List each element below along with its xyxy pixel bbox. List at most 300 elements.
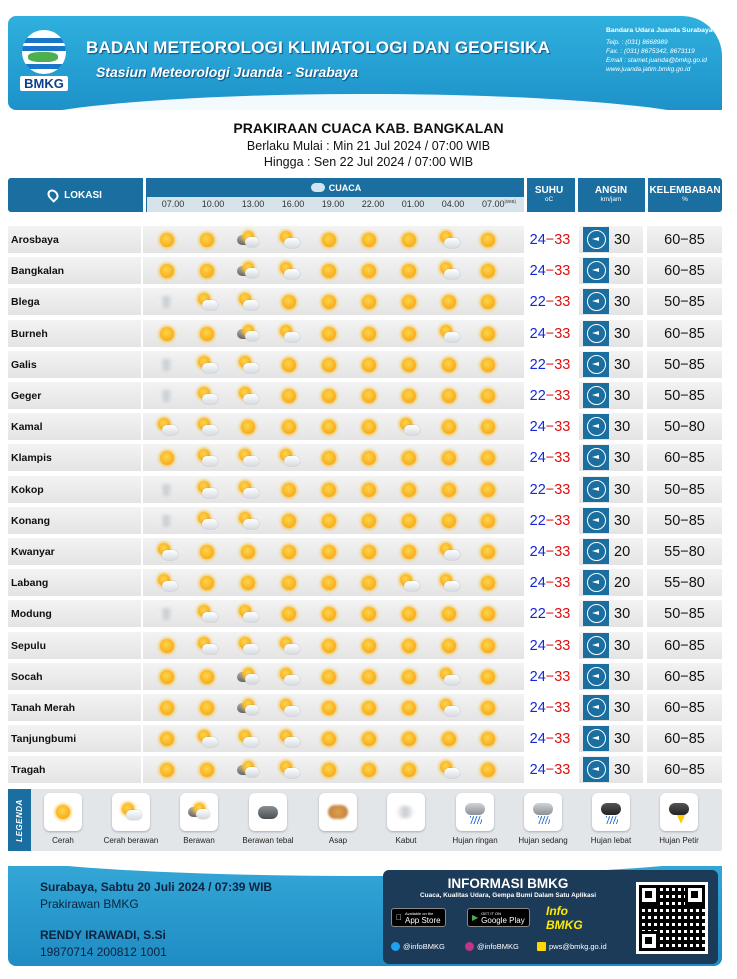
- sun-icon: [278, 604, 300, 624]
- sun-icon: [156, 667, 178, 687]
- table-row: [8, 569, 722, 596]
- partly-cloudy-icon: [196, 636, 218, 656]
- temperature: 24 − 33: [526, 444, 574, 471]
- fog-icon: [156, 386, 178, 406]
- weather-cells: [143, 257, 524, 284]
- temp-max: 33: [554, 761, 571, 778]
- temp-max: 33: [554, 418, 571, 435]
- humidity: 50−80: [647, 413, 722, 440]
- temperature: 24 − 33: [526, 725, 574, 752]
- sun-icon: [318, 230, 340, 250]
- sun-icon: [358, 261, 380, 281]
- weather-cells: [143, 632, 524, 659]
- sun-icon: [318, 480, 340, 500]
- location-name: Bangkalan: [8, 257, 141, 284]
- legend-label: Cerah: [52, 836, 74, 845]
- wind-direction-icon: [583, 383, 609, 408]
- location-name: Tanah Merah: [8, 694, 141, 721]
- wind: [579, 226, 643, 253]
- temp-min: 22: [529, 481, 546, 498]
- partly-cloudy-icon: [196, 417, 218, 437]
- sun-icon: [196, 698, 218, 718]
- sun-icon: [156, 448, 178, 468]
- temperature: 24 − 33: [526, 257, 574, 284]
- wind-speed: 30: [614, 481, 631, 498]
- cloudy-icon: [188, 802, 210, 822]
- sun-icon: [358, 480, 380, 500]
- partly-cloudy-icon: [438, 698, 460, 718]
- humidity: 60−85: [647, 320, 722, 347]
- wind: [579, 538, 643, 565]
- cloudy-icon: [237, 667, 259, 687]
- sun-icon: [318, 542, 340, 562]
- weather-cells: [143, 725, 524, 752]
- location-name: Socah: [8, 663, 141, 690]
- sun-icon: [358, 698, 380, 718]
- header-banner: [8, 16, 722, 110]
- wind: [579, 444, 643, 471]
- humidity: 60−85: [647, 444, 722, 471]
- sun-icon: [278, 355, 300, 375]
- table-row: [8, 663, 722, 690]
- temp-min: 24: [529, 418, 546, 435]
- partly-cloudy-icon: [196, 448, 218, 468]
- time-label: 01.00: [401, 199, 425, 209]
- sun-icon: [358, 324, 380, 344]
- cloudy-icon: [237, 230, 259, 250]
- sun-icon: [477, 729, 499, 749]
- weather-cells: [143, 413, 524, 440]
- instagram-handle: @infoBMKG: [465, 942, 519, 951]
- partly-cloudy-icon: [438, 324, 460, 344]
- legend-label: Berawan: [183, 836, 215, 845]
- temp-max: 33: [554, 325, 571, 342]
- temperature: 24 − 33: [526, 663, 574, 690]
- wind: [579, 413, 643, 440]
- weather-cells: [143, 382, 524, 409]
- temp-max: 33: [554, 668, 571, 685]
- humidity: 50−85: [647, 507, 722, 534]
- location-name: Burneh: [8, 320, 141, 347]
- table-row: [8, 226, 722, 253]
- wind-direction-icon: [583, 227, 609, 252]
- partly-cloudy-icon: [278, 760, 300, 780]
- legend-item: [576, 793, 646, 849]
- sun-icon: [398, 729, 420, 749]
- wind: [579, 288, 643, 315]
- sun-icon: [398, 698, 420, 718]
- sun-icon: [278, 511, 300, 531]
- partly-cloudy-icon: [278, 636, 300, 656]
- time-label: 22.00: [361, 199, 385, 209]
- sun-icon: [477, 386, 499, 406]
- temperature: 24 − 33: [526, 226, 574, 253]
- humidity: 50−85: [647, 600, 722, 627]
- sun-icon: [477, 355, 499, 375]
- legend-item: [28, 793, 98, 849]
- location-name: Kwanyar: [8, 538, 141, 565]
- legend-item: [371, 793, 441, 849]
- location-name: Kokop: [8, 476, 141, 503]
- temperature: 24 − 33: [526, 632, 574, 659]
- sun-icon: [358, 729, 380, 749]
- sun-icon: [477, 324, 499, 344]
- legend-label: Hujan lebat: [590, 836, 632, 845]
- sun-icon: [318, 292, 340, 312]
- legend-item: [644, 793, 714, 849]
- cloud-icon: [311, 183, 325, 192]
- sun-icon: [278, 480, 300, 500]
- time-bar: [147, 197, 525, 212]
- forecaster-nip: 19870714 200812 1001: [40, 945, 167, 959]
- cloudy-icon: [237, 324, 259, 344]
- legend-item: [440, 793, 510, 849]
- google-play-badge[interactable]: ▶ GET IT ON Google Play: [467, 908, 530, 927]
- wind-direction-icon: [583, 477, 609, 502]
- legend-item: [233, 793, 303, 849]
- partly-cloudy-icon: [237, 729, 259, 749]
- partly-cloudy-icon: [237, 604, 259, 624]
- sun-icon: [398, 230, 420, 250]
- legend-label: Asap: [328, 836, 348, 845]
- fog-icon: [395, 802, 417, 822]
- sun-icon: [438, 448, 460, 468]
- humidity: 60−85: [647, 694, 722, 721]
- sun-icon: [477, 261, 499, 281]
- forecaster-role: Prakirawan BMKG: [40, 897, 139, 911]
- temperature: 24 − 33: [526, 320, 574, 347]
- rain-icon: [600, 802, 622, 822]
- sun-icon: [318, 417, 340, 437]
- wind: [579, 663, 643, 690]
- sun-icon: [398, 448, 420, 468]
- sun-icon: [477, 448, 499, 468]
- legend-item: [508, 793, 578, 849]
- wind-speed: 30: [614, 761, 631, 778]
- temp-min: 24: [529, 730, 546, 747]
- temp-min: 22: [529, 293, 546, 310]
- wind-direction-icon: [583, 445, 609, 470]
- wind-speed: 20: [614, 574, 631, 591]
- kelembaban-header: KELEMBABAN %: [649, 185, 721, 203]
- forecast-title: PRAKIRAAN CUACA KAB. BANGKALAN: [233, 120, 504, 136]
- humidity: 60−85: [647, 632, 722, 659]
- humidity: 60−85: [647, 663, 722, 690]
- humidity: 55−80: [647, 569, 722, 596]
- sun-icon: [398, 511, 420, 531]
- partly-cloudy-icon: [278, 729, 300, 749]
- sun-icon: [156, 324, 178, 344]
- sun-icon: [398, 292, 420, 312]
- weather-cells: [143, 288, 524, 315]
- cloudy-icon: [237, 698, 259, 718]
- sun-icon: [156, 261, 178, 281]
- valid-to: Hingga : Sen 22 Jul 2024 / 07:00 WIB: [263, 155, 474, 169]
- partly-cloudy-icon: [237, 355, 259, 375]
- wind-speed: 30: [614, 262, 631, 279]
- sun-icon: [318, 667, 340, 687]
- wind: [579, 507, 643, 534]
- fog-icon: [156, 511, 178, 531]
- wind: [579, 569, 643, 596]
- partly-cloudy-icon: [196, 355, 218, 375]
- apple-icon: [396, 913, 402, 922]
- sun-icon: [156, 636, 178, 656]
- temp-max: 33: [554, 262, 571, 279]
- bmkg-logo-icon: BMKG: [20, 30, 68, 94]
- sun-icon: [438, 355, 460, 375]
- sun-icon: [196, 230, 218, 250]
- sun-icon: [196, 573, 218, 593]
- partly-cloudy-icon: [237, 636, 259, 656]
- legend-label: Cerah berawan: [103, 836, 159, 845]
- wind-direction-icon: [583, 695, 609, 720]
- time-label: 07.00: [161, 199, 185, 209]
- wind-speed: 30: [614, 449, 631, 466]
- temp-max: 33: [554, 605, 571, 622]
- sun-icon: [438, 386, 460, 406]
- sun-icon: [398, 636, 420, 656]
- email-contact: pws@bmkg.go.id: [537, 942, 607, 951]
- partly-cloudy-icon: [237, 448, 259, 468]
- wind: [579, 632, 643, 659]
- wind: [579, 382, 643, 409]
- partly-cloudy-icon: [398, 573, 420, 593]
- temperature: 22 − 33: [526, 288, 574, 315]
- sun-icon: [477, 511, 499, 531]
- temperature: 24 − 33: [526, 694, 574, 721]
- temp-min: 24: [529, 543, 546, 560]
- sun-icon: [398, 386, 420, 406]
- temp-max: 33: [554, 387, 571, 404]
- weather-cells: [143, 507, 524, 534]
- weather-cells: [143, 663, 524, 690]
- weather-cells: [143, 444, 524, 471]
- wind-direction-icon: [583, 664, 609, 689]
- table-row: [8, 257, 722, 284]
- sun-icon: [398, 261, 420, 281]
- sun-icon: [398, 604, 420, 624]
- table-row: [8, 725, 722, 752]
- location-name: Tragah: [8, 756, 141, 783]
- location-name: Blega: [8, 288, 141, 315]
- partly-cloudy-icon: [438, 760, 460, 780]
- lokasi-header: LOKASI: [8, 178, 142, 212]
- wind-speed: 30: [614, 637, 631, 654]
- sun-icon: [358, 667, 380, 687]
- temp-min: 24: [529, 262, 546, 279]
- wind: [579, 694, 643, 721]
- partly-cloudy-icon: [438, 573, 460, 593]
- legend-item: [164, 793, 234, 849]
- humidity: 60−85: [647, 226, 722, 253]
- wind-speed: 30: [614, 605, 631, 622]
- sun-icon: [196, 542, 218, 562]
- org-name: BADAN METEOROLOGI KLIMATOLOGI DAN GEOFISIKA: [86, 38, 551, 57]
- table-row: [8, 756, 722, 783]
- partly-cloudy-icon: [278, 667, 300, 687]
- legend-label: Berawan tebal: [242, 836, 294, 845]
- sun-icon: [358, 448, 380, 468]
- sun-icon: [358, 573, 380, 593]
- rain-icon: [532, 802, 554, 822]
- sun-icon: [438, 480, 460, 500]
- temp-min: 24: [529, 668, 546, 685]
- table-row: [8, 444, 722, 471]
- wind-speed: 30: [614, 231, 631, 248]
- sun-icon: [278, 417, 300, 437]
- sun-icon: [398, 542, 420, 562]
- sun-icon: [477, 667, 499, 687]
- sun-icon: [438, 417, 460, 437]
- wind: [579, 756, 643, 783]
- sun-icon: [278, 292, 300, 312]
- temp-min: 24: [529, 574, 546, 591]
- sun-icon: [318, 448, 340, 468]
- table-row: [8, 538, 722, 565]
- table-row: [8, 320, 722, 347]
- wind-direction-icon: [583, 757, 609, 782]
- partly-cloudy-icon: [237, 386, 259, 406]
- partly-cloudy-icon: [196, 292, 218, 312]
- overcast-icon: [257, 802, 279, 822]
- humidity: 60−85: [647, 257, 722, 284]
- wind-direction-icon: [583, 633, 609, 658]
- location-name: Galis: [8, 351, 141, 378]
- sun-icon: [196, 667, 218, 687]
- partly-cloudy-icon: [278, 230, 300, 250]
- temp-max: 33: [554, 730, 571, 747]
- partly-cloudy-icon: [196, 729, 218, 749]
- partly-cloudy-icon: [156, 542, 178, 562]
- wind-speed: 30: [614, 668, 631, 685]
- sun-icon: [358, 230, 380, 250]
- wind-direction-icon: [583, 726, 609, 751]
- app-store-badge[interactable]: Available on the App Store: [391, 908, 446, 927]
- angin-header: ANGIN km/jam: [594, 185, 628, 203]
- weather-cells: [143, 226, 524, 253]
- info-bmkg-app-name: Info BMKG: [546, 903, 583, 932]
- twitter-handle: @infoBMKG: [391, 942, 445, 951]
- weather-cells: [143, 320, 524, 347]
- sun-icon: [438, 636, 460, 656]
- wind-direction-icon: [583, 570, 609, 595]
- wind-speed: 30: [614, 512, 631, 529]
- temp-max: 33: [554, 231, 571, 248]
- sun-icon: [358, 417, 380, 437]
- partly-cloudy-icon: [438, 542, 460, 562]
- temperature: 22 − 33: [526, 382, 574, 409]
- wind-speed: 30: [614, 356, 631, 373]
- temperature: 24 − 33: [526, 569, 574, 596]
- temp-max: 33: [554, 356, 571, 373]
- weather-cells: [143, 694, 524, 721]
- time-label: $07.00^{(WIB)}$: [481, 199, 517, 209]
- sun-icon: [358, 760, 380, 780]
- info-bmkg-box: INFORMASI BMKG Cuaca, Kualitas Udara, Gempa Bumi Dalam Satu Aplikasi Available on the App Store ▶ GET IT ON Google Play Info BMKG @infoBMKG @infoBMKG pws@bmkg.go.id: [383, 870, 718, 964]
- thunderstorm-icon: [668, 802, 690, 822]
- footer: [8, 866, 722, 966]
- sun-icon: [318, 636, 340, 656]
- twitter-icon: [391, 942, 400, 951]
- sun-icon: [477, 573, 499, 593]
- table-row: [8, 351, 722, 378]
- sun-icon: [477, 760, 499, 780]
- sun-icon: [438, 729, 460, 749]
- location-name: Geger: [8, 382, 141, 409]
- partly-cloudy-icon: [196, 480, 218, 500]
- rain-icon: [464, 802, 486, 822]
- sun-icon: [318, 511, 340, 531]
- location-name: Konang: [8, 507, 141, 534]
- location-name: Labang: [8, 569, 141, 596]
- sun-icon: [196, 760, 218, 780]
- forecaster-name: RENDY IRAWADI, S.Si: [40, 928, 166, 942]
- sun-icon: [398, 355, 420, 375]
- table-row: [8, 507, 722, 534]
- wind-direction-icon: [583, 539, 609, 564]
- temp-min: 22: [529, 512, 546, 529]
- valid-from: Berlaku Mulai : Min 21 Jul 2024 / 07:00 WIB: [246, 139, 491, 153]
- location-name: Arosbaya: [8, 226, 141, 253]
- humidity: 50−85: [647, 476, 722, 503]
- sun-icon: [477, 542, 499, 562]
- wind: [579, 351, 643, 378]
- sun-icon: [237, 542, 259, 562]
- fog-icon: [156, 292, 178, 312]
- legend-label: Hujan sedang: [518, 836, 568, 845]
- partly-cloudy-icon: [438, 261, 460, 281]
- humidity: 60−85: [647, 725, 722, 752]
- wind-direction-icon: [583, 601, 609, 626]
- sun-icon: [358, 355, 380, 375]
- location-pin-icon: [45, 187, 61, 203]
- partly-cloudy-icon: [278, 448, 300, 468]
- temp-min: 24: [529, 637, 546, 654]
- wind-speed: 30: [614, 418, 631, 435]
- weather-cells: [143, 538, 524, 565]
- sun-icon: [358, 511, 380, 531]
- temp-max: 33: [554, 543, 571, 560]
- time-label: 16.00: [281, 199, 305, 209]
- fog-icon: [156, 604, 178, 624]
- qr-code-icon: [636, 882, 708, 954]
- table-row: [8, 413, 722, 440]
- legend-item: [303, 793, 373, 849]
- partly-cloudy-icon: [156, 573, 178, 593]
- temp-max: 33: [554, 512, 571, 529]
- sun-icon: [156, 729, 178, 749]
- wind-direction-icon: [583, 414, 609, 439]
- sun-icon: [196, 261, 218, 281]
- wind-direction-icon: [583, 258, 609, 283]
- wind-speed: 30: [614, 325, 631, 342]
- fog-icon: [156, 355, 178, 375]
- play-icon: ▶: [472, 913, 479, 922]
- sun-icon: [318, 729, 340, 749]
- sun-icon: [477, 230, 499, 250]
- sun-icon: [477, 480, 499, 500]
- suhu-header: SUHU oC: [534, 185, 564, 203]
- cuaca-header: CUACA: [147, 178, 525, 197]
- humidity: 50−85: [647, 351, 722, 378]
- sun-icon: [318, 386, 340, 406]
- weather-cells: [143, 476, 524, 503]
- wind-speed: 30: [614, 699, 631, 716]
- temperature: 24 − 33: [526, 756, 574, 783]
- instagram-icon: [465, 942, 474, 951]
- legend-label: Hujan Petir: [659, 836, 699, 845]
